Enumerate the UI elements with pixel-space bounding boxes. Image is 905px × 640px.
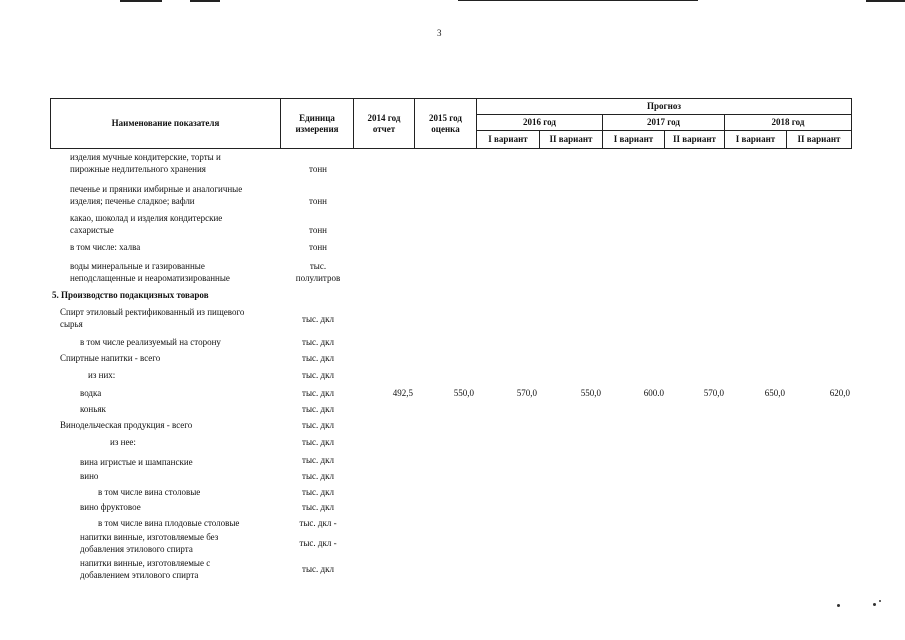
row-label: пирожные недлительного хранения bbox=[70, 164, 206, 174]
header-year-2018: 2018 год bbox=[724, 114, 852, 131]
row-unit: тонн bbox=[309, 196, 327, 206]
row-label: печенье и пряники имбирные и аналогичные bbox=[70, 184, 243, 194]
row-unit: полулитров bbox=[295, 273, 341, 283]
row-unit: тыс. дкл bbox=[302, 487, 334, 497]
header-2015-col: 2015 год оценка bbox=[414, 98, 477, 149]
scan-artifact-line bbox=[458, 0, 698, 1]
row-label: вино фруктовое bbox=[80, 502, 141, 512]
row-label: вина игристые и шампанские bbox=[80, 457, 193, 467]
row-unit: тыс. дкл bbox=[302, 314, 334, 324]
row-unit: тонн bbox=[309, 242, 327, 252]
row-label: в том числе реализуемый на сторону bbox=[80, 337, 221, 347]
scan-artifact-line bbox=[120, 0, 162, 2]
row-unit: тыс. дкл - bbox=[299, 518, 337, 528]
scan-artifact-line bbox=[190, 0, 220, 2]
row-unit: тыс. дкл bbox=[302, 455, 334, 465]
row-label: сырья bbox=[60, 319, 83, 329]
header-2017-v2: II вариант bbox=[664, 130, 725, 149]
row-unit: тыс. дкл - bbox=[299, 538, 337, 548]
row-unit: тыс. дкл bbox=[302, 502, 334, 512]
row-label: из них: bbox=[88, 370, 116, 380]
scan-speck bbox=[837, 604, 840, 607]
row-unit: тыс. дкл bbox=[302, 370, 334, 380]
scan-artifact-line bbox=[866, 0, 905, 2]
row-unit: тыс. дкл bbox=[302, 404, 334, 414]
row-label: неподслащенные и неароматизированные bbox=[70, 273, 230, 283]
row-unit: тыс. дкл bbox=[302, 337, 334, 347]
row-unit: тыс. дкл bbox=[302, 437, 334, 447]
row-label: сахаристые bbox=[70, 225, 114, 235]
row-unit: тонн bbox=[309, 225, 327, 235]
header-year-2017: 2017 год bbox=[602, 114, 725, 131]
row-unit: тыс. дкл bbox=[302, 388, 334, 398]
row-label: напитки винные, изготовляемые без bbox=[80, 532, 219, 542]
header-2016-v2: II вариант bbox=[539, 130, 603, 149]
value-2015: 550,0 bbox=[453, 388, 474, 398]
header-2014-col: 2014 год отчет bbox=[353, 98, 415, 149]
row-label: в том числе вина столовые bbox=[98, 487, 201, 497]
row-label: добавления этилового спирта bbox=[80, 544, 193, 554]
header-unit-col: Единица измерения bbox=[280, 98, 354, 149]
page-number: 3 bbox=[437, 28, 442, 38]
row-unit: тыс. дкл bbox=[302, 420, 334, 430]
row-label: напитки винные, изготовляемые с bbox=[80, 558, 211, 568]
value-2017-v2: 570,0 bbox=[703, 388, 724, 398]
row-unit: тыс. дкл bbox=[302, 353, 334, 363]
row-label: водка bbox=[80, 388, 102, 398]
row-unit: тыс. дкл bbox=[302, 471, 334, 481]
row-label: Спирт этиловый ректификованный из пищевого bbox=[60, 307, 245, 317]
row-label: Винодельческая продукция - всего bbox=[60, 420, 193, 430]
header-2016-v1: I вариант bbox=[476, 130, 540, 149]
row-label: Спиртные напитки - всего bbox=[60, 353, 161, 363]
row-label: какао, шоколад и изделия кондитерские bbox=[70, 213, 223, 223]
row-label: изделия мучные кондитерские, торты и bbox=[70, 152, 221, 162]
header-2018-v1: I вариант bbox=[724, 130, 787, 149]
row-label: вино bbox=[80, 471, 99, 481]
header-2018-v2: II вариант bbox=[786, 130, 852, 149]
row-label: воды минеральные и газированные bbox=[70, 261, 205, 271]
row-label: коньяк bbox=[80, 404, 106, 414]
header-2017-v1: I вариант bbox=[602, 130, 665, 149]
row-unit: тыс. bbox=[309, 261, 327, 271]
scan-speck bbox=[873, 603, 876, 606]
row-unit: тонн bbox=[309, 164, 327, 174]
header-prognoz: Прогноз bbox=[476, 98, 852, 115]
scan-speck bbox=[879, 600, 881, 602]
value-2016-v2: 550,0 bbox=[580, 388, 601, 398]
value-2017-v1: 600.0 bbox=[643, 388, 664, 398]
value-2018-v1: 650,0 bbox=[764, 388, 785, 398]
row-label: изделия; печенье сладкое; вафли bbox=[70, 196, 195, 206]
section-title: 5. Производство подакцизных товаров bbox=[52, 290, 209, 300]
row-label: в том числе: халва bbox=[70, 242, 141, 252]
row-label: из нее: bbox=[110, 437, 136, 447]
value-2014: 492,5 bbox=[392, 388, 413, 398]
header-year-2016: 2016 год bbox=[476, 114, 603, 131]
row-unit: тыс. дкл bbox=[302, 564, 334, 574]
row-label: в том числе вина плодовые столовые bbox=[98, 518, 240, 528]
value-2016-v1: 570,0 bbox=[516, 388, 537, 398]
value-2018-v2: 620,0 bbox=[829, 388, 850, 398]
row-label: добавлением этилового спирта bbox=[80, 570, 199, 580]
header-name-col: Наименование показателя bbox=[50, 98, 281, 149]
